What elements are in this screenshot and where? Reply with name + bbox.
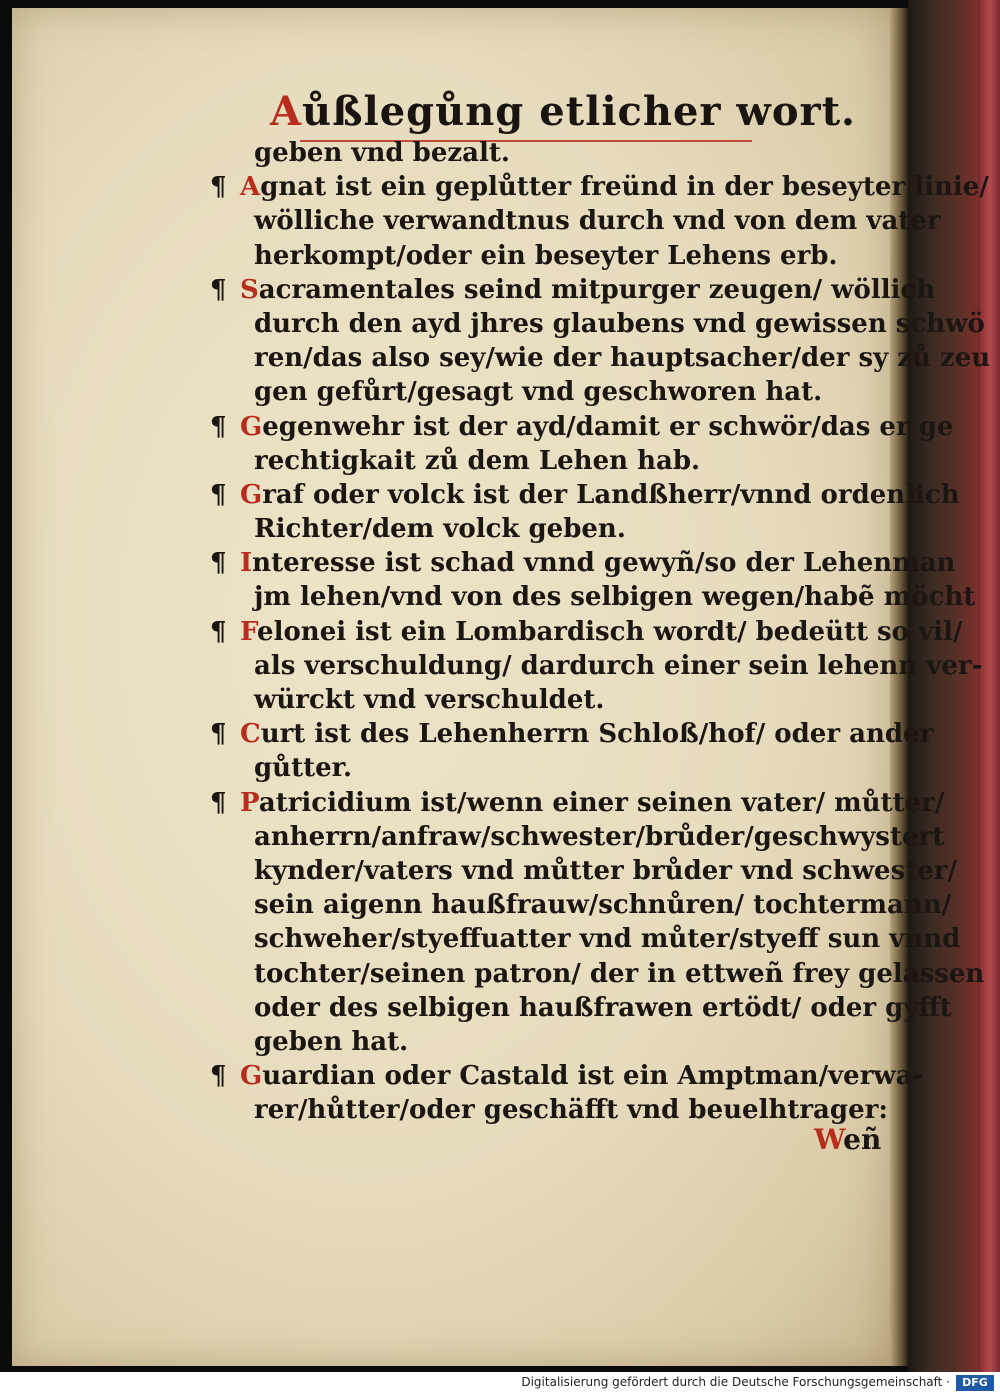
text-line — [210, 1059, 924, 1093]
text-line — [210, 615, 963, 649]
line-text: oder des selbigen haußfrawen ertödt/ oder gyfft — [254, 992, 952, 1023]
text-line — [210, 307, 985, 341]
line-text: schweher/styeffuatter vnd můter/styeff sun vnnd — [254, 924, 961, 955]
pilcrow-icon: ¶ — [210, 787, 227, 818]
text-line — [210, 957, 985, 991]
line-text: geben vnd bezalt. — [254, 138, 510, 168]
line-text: Richter/dem volck geben. — [254, 514, 626, 545]
line-text: geben hat. — [254, 1026, 409, 1057]
text-line — [210, 239, 900, 273]
line-text: atricidium ist/wenn einer seinen vater/ můtter/ — [258, 787, 945, 818]
line-initial: P — [240, 787, 259, 818]
line-text: tochter/seinen patron/ der in ettweñ frey gelassen — [254, 958, 985, 989]
text-line — [210, 546, 956, 580]
heading-initial: A — [270, 88, 303, 135]
pilcrow-icon: ¶ — [210, 411, 227, 442]
line-text: gen gefůrt/gesagt vnd geschworen hat. — [254, 377, 823, 408]
body-text — [210, 136, 991, 1127]
pilcrow-icon: ¶ — [210, 274, 227, 305]
text-line — [210, 649, 983, 683]
pilcrow-icon: ¶ — [210, 548, 227, 579]
line-text: ren/das also sey/wie der hauptsacher/der sy zů zeu — [254, 343, 991, 374]
pilcrow-icon: ¶ — [210, 479, 227, 510]
footer-credit: Digitalisierung gefördert durch die Deutsche Forschungsgemeinschaft · — [521, 1375, 950, 1389]
text-line — [210, 717, 934, 751]
text-line — [210, 820, 945, 854]
text-line — [210, 375, 900, 409]
page-heading — [270, 88, 856, 135]
pilcrow-icon: ¶ — [210, 616, 227, 647]
text-line — [210, 786, 945, 820]
text-line — [210, 854, 957, 888]
line-text: urt ist des Lehenherrn Schloß/hof/ oder ander — [260, 719, 934, 750]
text-line — [210, 512, 900, 546]
text-line — [210, 888, 952, 922]
text-line — [210, 1025, 900, 1059]
line-text: anherrn/anfraw/schwester/brůder/geschwystert — [254, 821, 945, 852]
line-text: durch den ayd jhres glaubens vnd gewissen schwö — [254, 308, 985, 339]
line-initial: G — [240, 411, 263, 442]
line-initial: A — [240, 172, 261, 203]
line-text: würckt vnd verschuldet. — [254, 685, 605, 715]
line-text: herkompt/oder ein beseyter Lehens erb. — [254, 240, 838, 271]
text-line — [210, 170, 989, 204]
line-text: egenwehr ist der ayd/damit er schwör/das er ge — [262, 411, 954, 442]
line-text: uardian oder Castald ist ein Amptman/verwa- — [262, 1061, 924, 1092]
line-text: als verschuldung/ dardurch einer sein lehenn ver- — [254, 650, 983, 681]
line-initial: S — [240, 274, 259, 305]
line-initial: F — [240, 616, 258, 647]
line-text: rechtigkait zů dem Lehen hab. — [254, 445, 701, 476]
text-line — [210, 991, 952, 1025]
text-line — [210, 204, 941, 238]
catchword-initial: W — [814, 1123, 844, 1156]
text-line — [210, 922, 961, 956]
pilcrow-icon: ¶ — [210, 719, 227, 750]
line-initial: G — [240, 1061, 263, 1092]
line-text: gnat ist ein geplůtter freünd in der beseyter linie/ — [260, 172, 989, 203]
line-text: raf oder volck ist der Landßherr/vnnd ordenlich — [262, 479, 960, 510]
dfg-logo: DFG — [956, 1375, 994, 1391]
line-initial: I — [240, 548, 253, 579]
line-text: rer/hůtter/oder geschäfft vnd beuelhtrager: — [254, 1095, 888, 1126]
line-initial: C — [240, 719, 261, 750]
catchword-text: eñ — [843, 1123, 882, 1156]
line-text: sein aigenn haußfrauw/schnůren/ tochtermann/ — [254, 890, 952, 921]
pilcrow-icon: ¶ — [210, 1061, 227, 1092]
line-text: elonei ist ein Lombardisch wordt/ bedeütt so vil/ — [257, 616, 963, 647]
text-line — [210, 683, 900, 717]
binding-edge — [980, 0, 1000, 1372]
text-line — [210, 1093, 900, 1127]
text-line — [210, 273, 936, 307]
text-line — [210, 136, 900, 170]
text-line — [210, 444, 900, 478]
text-line — [210, 580, 976, 614]
catchword — [814, 1123, 881, 1156]
pilcrow-icon: ¶ — [210, 172, 227, 203]
line-text: acramentales seind mitpurger zeugen/ wöllich — [258, 274, 936, 305]
text-line — [210, 341, 991, 375]
line-text: wölliche verwandtnus durch vnd von dem vater — [254, 206, 941, 237]
text-line — [210, 478, 960, 512]
line-text: jm lehen/vnd von des selbigen wegen/habẽ möcht — [254, 582, 976, 613]
footer-bar — [0, 1372, 1000, 1395]
text-line — [210, 410, 954, 444]
line-initial: G — [240, 479, 263, 510]
heading-text: ůßlegůng etlicher wort. — [302, 88, 856, 135]
line-text: gůtter. — [254, 753, 353, 784]
text-line — [210, 751, 900, 785]
line-text: kynder/vaters vnd můtter brůder vnd schwester/ — [254, 855, 957, 886]
line-text: nteresse ist schad vnnd gewyñ/so der Lehenman — [252, 548, 956, 579]
